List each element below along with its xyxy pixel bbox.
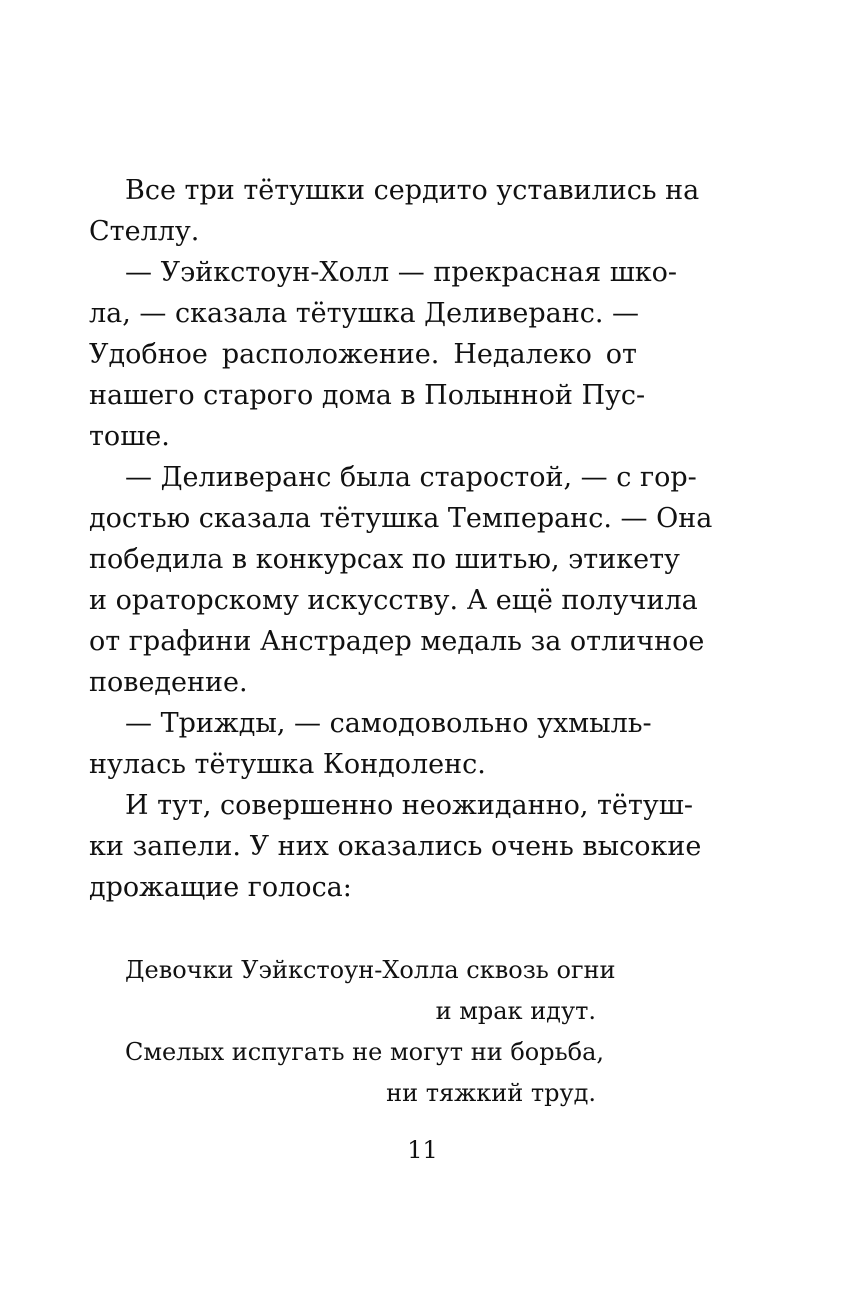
text-line: тоше.	[89, 421, 170, 452]
text-line: нашего старого дома в Полынной Пус-	[89, 380, 646, 411]
text-line: дрожащие голоса:	[89, 872, 352, 903]
text-line: Стеллу.	[89, 216, 200, 247]
verse-line: и мрак идут.	[435, 997, 596, 1025]
text-line: ки запели. У них оказались очень высокие	[89, 831, 702, 862]
text-line: — Уэйкстоун-Холл — прекрасная шко-	[125, 257, 678, 288]
text-line: достью сказала тётушка Темперанс. — Она	[89, 503, 713, 534]
text-line: Все три тётушки сердито уставились на	[125, 175, 700, 206]
text-line: от графини Анстрадер медаль за отличное	[89, 626, 705, 657]
text-line: нулась тётушка Кондоленс.	[89, 749, 486, 780]
verse-line: Девочки Уэйкстоун-Холла сквозь огни	[125, 956, 616, 984]
text-line: — Деливеранс была старостой, — с гор-	[125, 462, 697, 493]
text-line: Удобное расположение. Недалеко от	[89, 339, 637, 370]
verse-line: ни тяжкий труд.	[386, 1079, 596, 1107]
page-number: 11	[407, 1136, 438, 1164]
text-line: и ораторскому искусству. А ещё получила	[89, 585, 698, 616]
text-line: — Трижды, — самодовольно ухмыль-	[125, 708, 652, 739]
verse-line: Смелых испугать не могут ни борьба,	[125, 1038, 605, 1066]
text-line: победила в конкурсах по шитью, этикету	[89, 544, 680, 575]
text-line: поведение.	[89, 667, 248, 698]
text-line: И тут, совершенно неожиданно, тётуш-	[125, 790, 693, 821]
text-line: ла, — сказала тётушка Деливеранс. —	[89, 298, 640, 329]
